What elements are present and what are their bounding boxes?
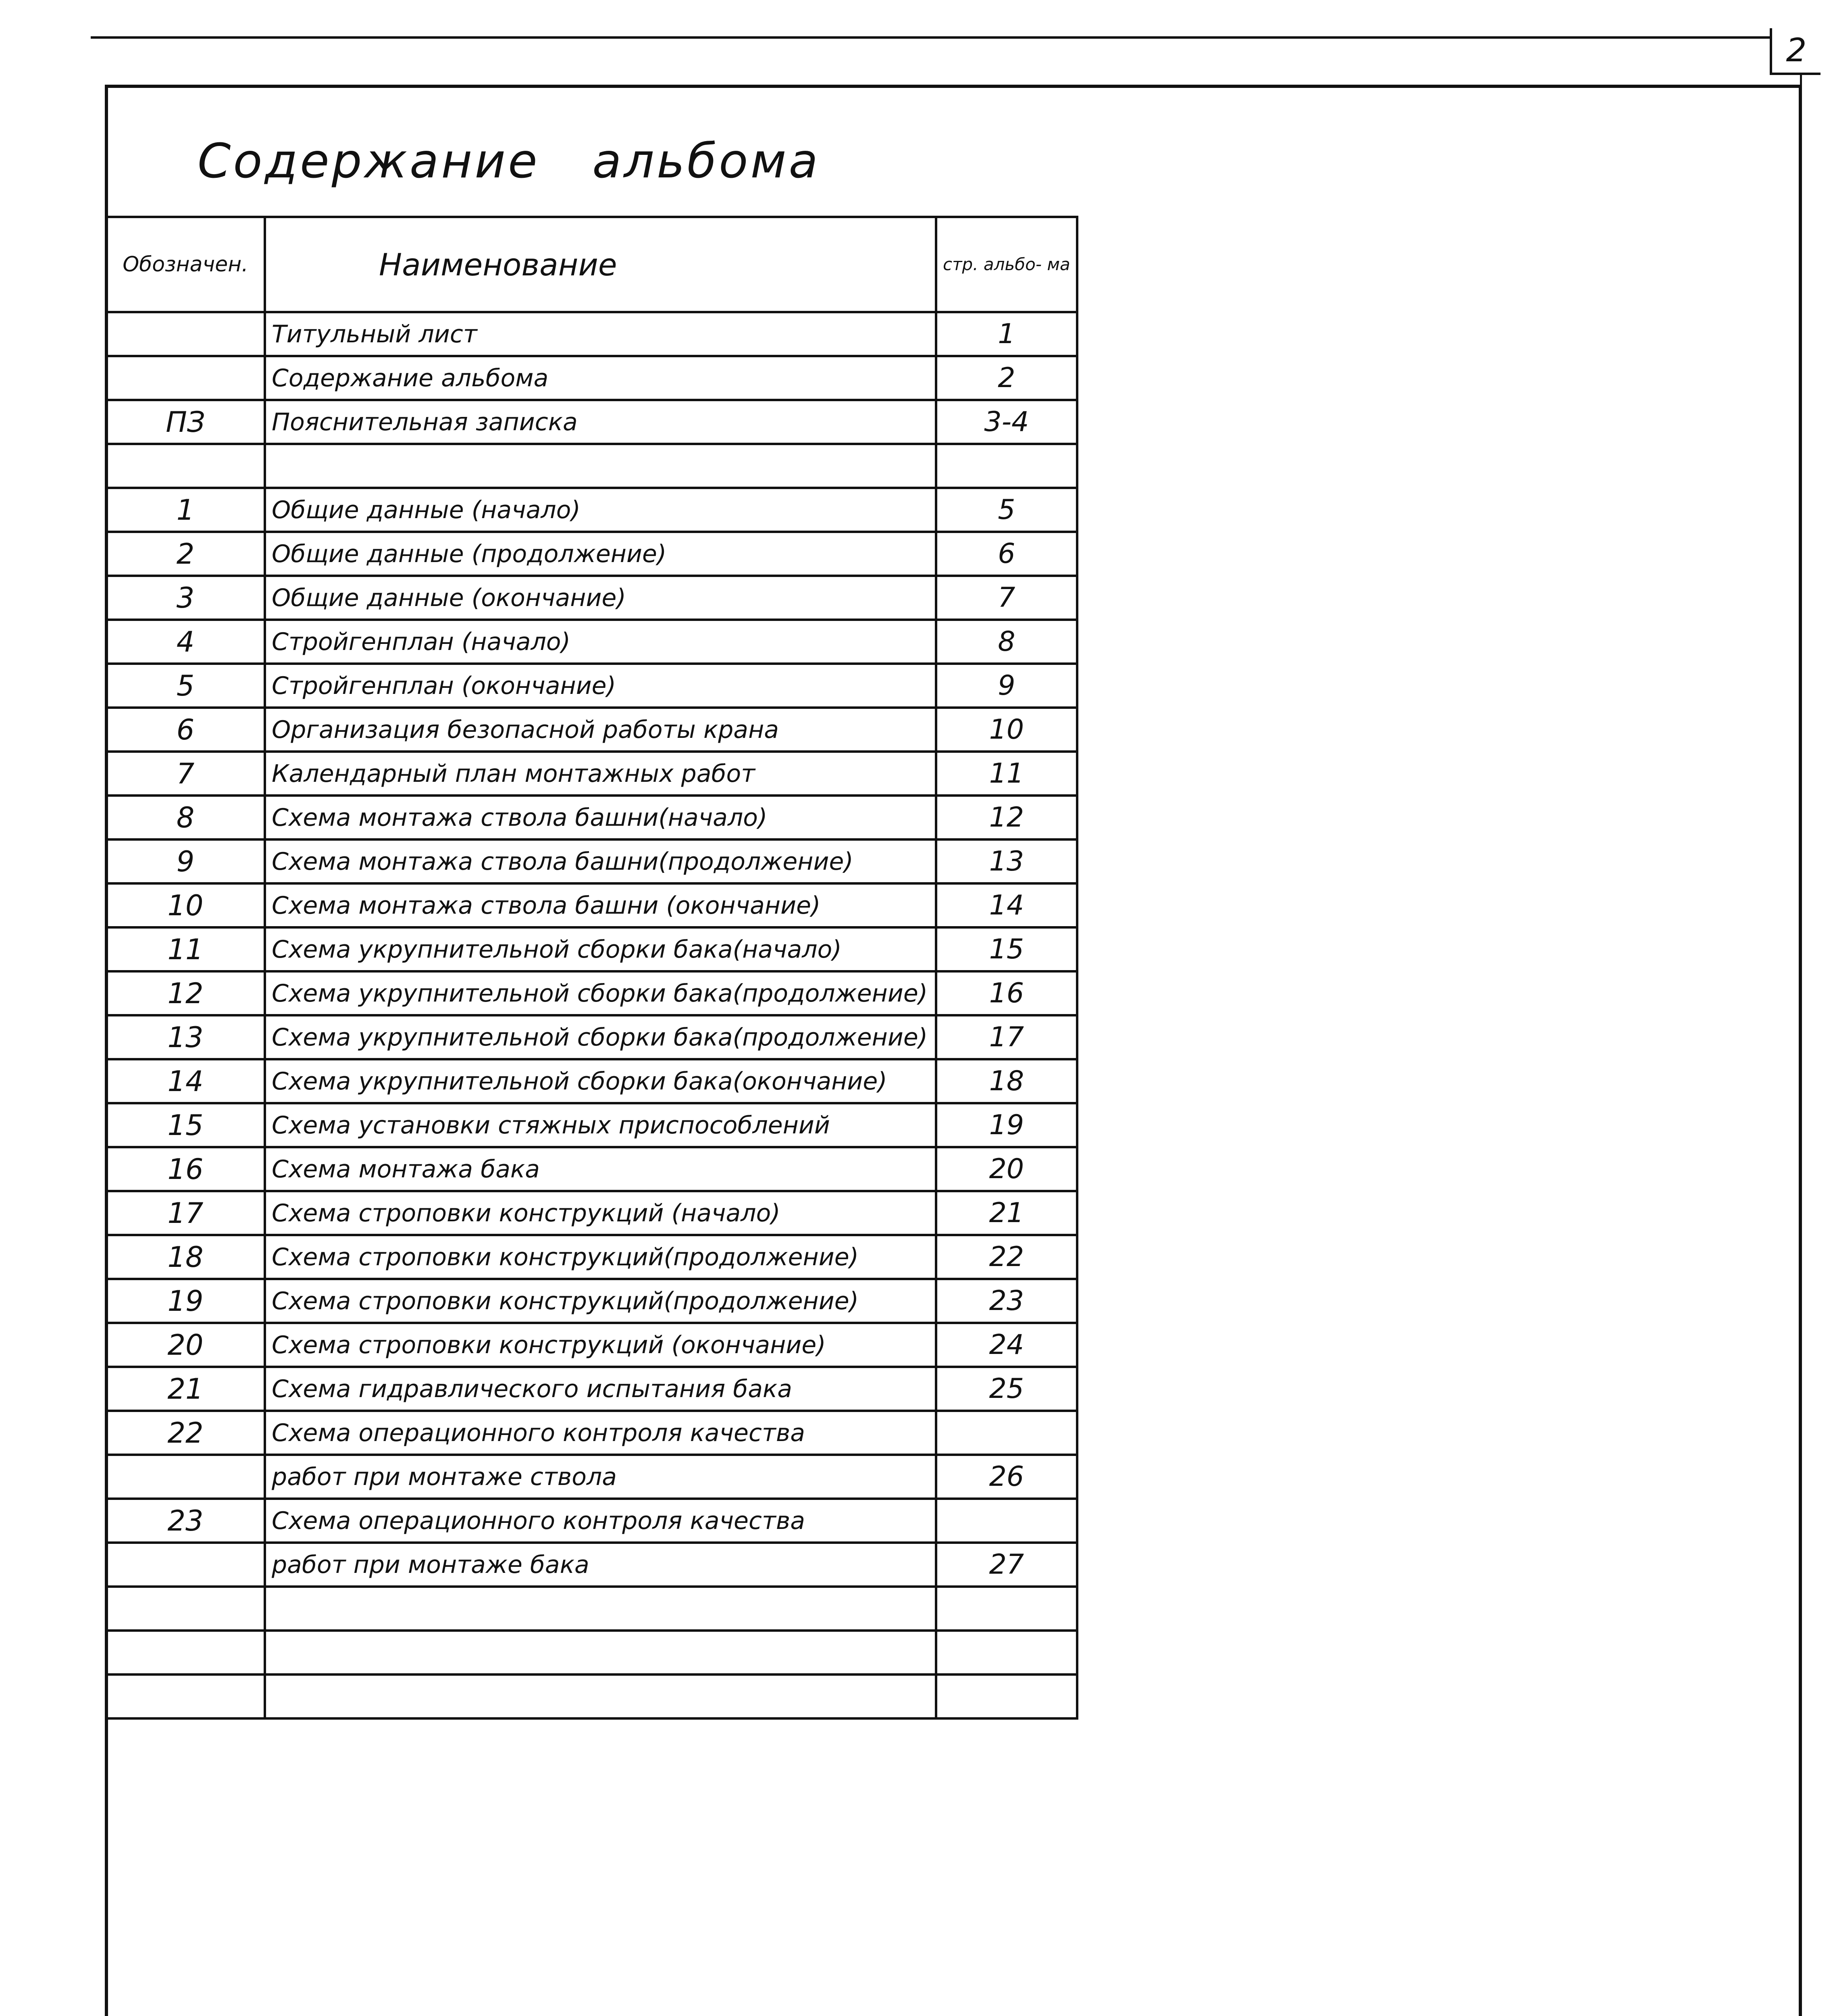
table-row <box>106 1411 1077 1455</box>
row-name <box>265 1674 936 1718</box>
row-designation <box>106 1543 265 1587</box>
row-name: Схема установки стяжных приспособлений <box>265 1103 936 1147</box>
row-page: 12 <box>936 796 1077 839</box>
row-name: Титульный лист <box>265 312 936 356</box>
row-name: Схема монтажа ствола башни(начало) <box>265 796 936 839</box>
table-row <box>106 1015 1077 1059</box>
row-page <box>936 1674 1077 1718</box>
row-name: Схема строповки конструкций(продолжение) <box>265 1235 936 1279</box>
row-name <box>265 444 936 488</box>
row-designation <box>106 1587 265 1631</box>
row-designation: 12 <box>106 971 265 1015</box>
row-page: 5 <box>936 488 1077 532</box>
table-row <box>106 1191 1077 1235</box>
table-row <box>106 796 1077 839</box>
row-name: Схема укрупнительной сборки бака(окончание) <box>265 1059 936 1103</box>
row-designation: 16 <box>106 1147 265 1191</box>
top-edge-line <box>91 36 1772 39</box>
row-name: Общие данные (продолжение) <box>265 532 936 576</box>
row-page: 1 <box>936 312 1077 356</box>
row-page <box>936 1499 1077 1543</box>
table-row <box>106 400 1077 444</box>
album-title: Содержание альбома <box>198 133 820 189</box>
row-designation: 15 <box>106 1103 265 1147</box>
row-name: Календарный план монтажных работ <box>265 752 936 796</box>
row-designation: 17 <box>106 1191 265 1235</box>
row-designation <box>106 444 265 488</box>
row-page: 24 <box>936 1323 1077 1367</box>
row-name: Общие данные (окончание) <box>265 576 936 620</box>
row-name: работ при монтаже ствола <box>265 1455 936 1499</box>
row-designation: 11 <box>106 927 265 971</box>
table-row <box>106 1455 1077 1499</box>
row-designation: 1 <box>106 488 265 532</box>
row-page: 20 <box>936 1147 1077 1191</box>
row-page: 16 <box>936 971 1077 1015</box>
row-page: 8 <box>936 620 1077 664</box>
row-name: Схема укрупнительной сборки бака(продолжение) <box>265 971 936 1015</box>
row-designation: 10 <box>106 883 265 927</box>
row-designation: 7 <box>106 752 265 796</box>
row-page: 26 <box>936 1455 1077 1499</box>
table-row <box>106 971 1077 1015</box>
row-page: 17 <box>936 1015 1077 1059</box>
row-name <box>265 1631 936 1674</box>
row-designation <box>106 1455 265 1499</box>
row-designation: 9 <box>106 839 265 883</box>
table-row <box>106 444 1077 488</box>
table-row <box>106 927 1077 971</box>
row-designation: 8 <box>106 796 265 839</box>
row-page: 9 <box>936 664 1077 708</box>
table-row <box>106 708 1077 752</box>
row-page: 13 <box>936 839 1077 883</box>
row-page <box>936 1411 1077 1455</box>
row-page: 7 <box>936 576 1077 620</box>
row-name: работ при монтаже бака <box>265 1543 936 1587</box>
row-name <box>265 1587 936 1631</box>
row-designation: 2 <box>106 532 265 576</box>
row-name: Содержание альбома <box>265 356 936 400</box>
row-page <box>936 444 1077 488</box>
row-page: 19 <box>936 1103 1077 1147</box>
page-number: 2 <box>1770 28 1821 75</box>
row-name: Схема укрупнительной сборки бака(продолжение) <box>265 1015 936 1059</box>
row-page: 27 <box>936 1543 1077 1587</box>
table-header-row <box>106 217 1077 312</box>
row-page: 10 <box>936 708 1077 752</box>
table-row <box>106 1323 1077 1367</box>
row-name: Стройгенплан (начало) <box>265 620 936 664</box>
row-designation <box>106 1631 265 1674</box>
row-name: Схема укрупнительной сборки бака(начало) <box>265 927 936 971</box>
row-designation: 13 <box>106 1015 265 1059</box>
row-designation: 18 <box>106 1235 265 1279</box>
table-row <box>106 1103 1077 1147</box>
table-body <box>106 312 1077 1718</box>
table-row <box>106 883 1077 927</box>
row-designation: 6 <box>106 708 265 752</box>
header-page: стр. альбо- ма <box>936 217 1077 312</box>
row-page: 11 <box>936 752 1077 796</box>
table-row <box>106 839 1077 883</box>
row-name: Схема строповки конструкций (начало) <box>265 1191 936 1235</box>
row-page: 3-4 <box>936 400 1077 444</box>
contents-table <box>105 216 1078 1720</box>
row-name: Схема монтажа ствола башни(продолжение) <box>265 839 936 883</box>
row-name: Схема монтажа ствола башни (окончание) <box>265 883 936 927</box>
table-row <box>106 356 1077 400</box>
table-row <box>106 1235 1077 1279</box>
row-designation: 3 <box>106 576 265 620</box>
table-row <box>106 664 1077 708</box>
row-name: Схема строповки конструкций(продолжение) <box>265 1279 936 1323</box>
row-page: 18 <box>936 1059 1077 1103</box>
table-row <box>106 752 1077 796</box>
table-row <box>106 1587 1077 1631</box>
table-row <box>106 620 1077 664</box>
header-name: Наименование <box>265 217 936 312</box>
row-page: 22 <box>936 1235 1077 1279</box>
table-row <box>106 1674 1077 1718</box>
row-name: Схема операционного контроля качества <box>265 1411 936 1455</box>
row-page: 23 <box>936 1279 1077 1323</box>
row-page: 14 <box>936 883 1077 927</box>
table-row <box>106 1631 1077 1674</box>
row-designation <box>106 356 265 400</box>
row-designation <box>106 312 265 356</box>
row-name: Схема строповки конструкций (окончание) <box>265 1323 936 1367</box>
table-row <box>106 1367 1077 1411</box>
row-designation: 19 <box>106 1279 265 1323</box>
row-page: 2 <box>936 356 1077 400</box>
row-page: 21 <box>936 1191 1077 1235</box>
row-name: Стройгенплан (окончание) <box>265 664 936 708</box>
row-name: Организация безопасной работы крана <box>265 708 936 752</box>
row-name: Схема гидравлического испытания бака <box>265 1367 936 1411</box>
row-name: Схема монтажа бака <box>265 1147 936 1191</box>
row-name: Схема операционного контроля качества <box>265 1499 936 1543</box>
row-page <box>936 1587 1077 1631</box>
table-row <box>106 1147 1077 1191</box>
row-page <box>936 1631 1077 1674</box>
row-designation: 5 <box>106 664 265 708</box>
row-designation: 4 <box>106 620 265 664</box>
table-row <box>106 576 1077 620</box>
row-page: 15 <box>936 927 1077 971</box>
row-designation: ПЗ <box>106 400 265 444</box>
table-row <box>106 1543 1077 1587</box>
row-designation: 23 <box>106 1499 265 1543</box>
row-designation: 14 <box>106 1059 265 1103</box>
row-designation: 20 <box>106 1323 265 1367</box>
row-page: 6 <box>936 532 1077 576</box>
table-row <box>106 1279 1077 1323</box>
table-row <box>106 1499 1077 1543</box>
row-name: Пояснительная записка <box>265 400 936 444</box>
header-designation: Обозначен. <box>106 217 265 312</box>
table-row <box>106 1059 1077 1103</box>
table-row <box>106 312 1077 356</box>
table-row <box>106 532 1077 576</box>
row-designation: 21 <box>106 1367 265 1411</box>
row-designation <box>106 1674 265 1718</box>
row-page: 25 <box>936 1367 1077 1411</box>
row-name: Общие данные (начало) <box>265 488 936 532</box>
row-designation: 22 <box>106 1411 265 1455</box>
table-row <box>106 488 1077 532</box>
